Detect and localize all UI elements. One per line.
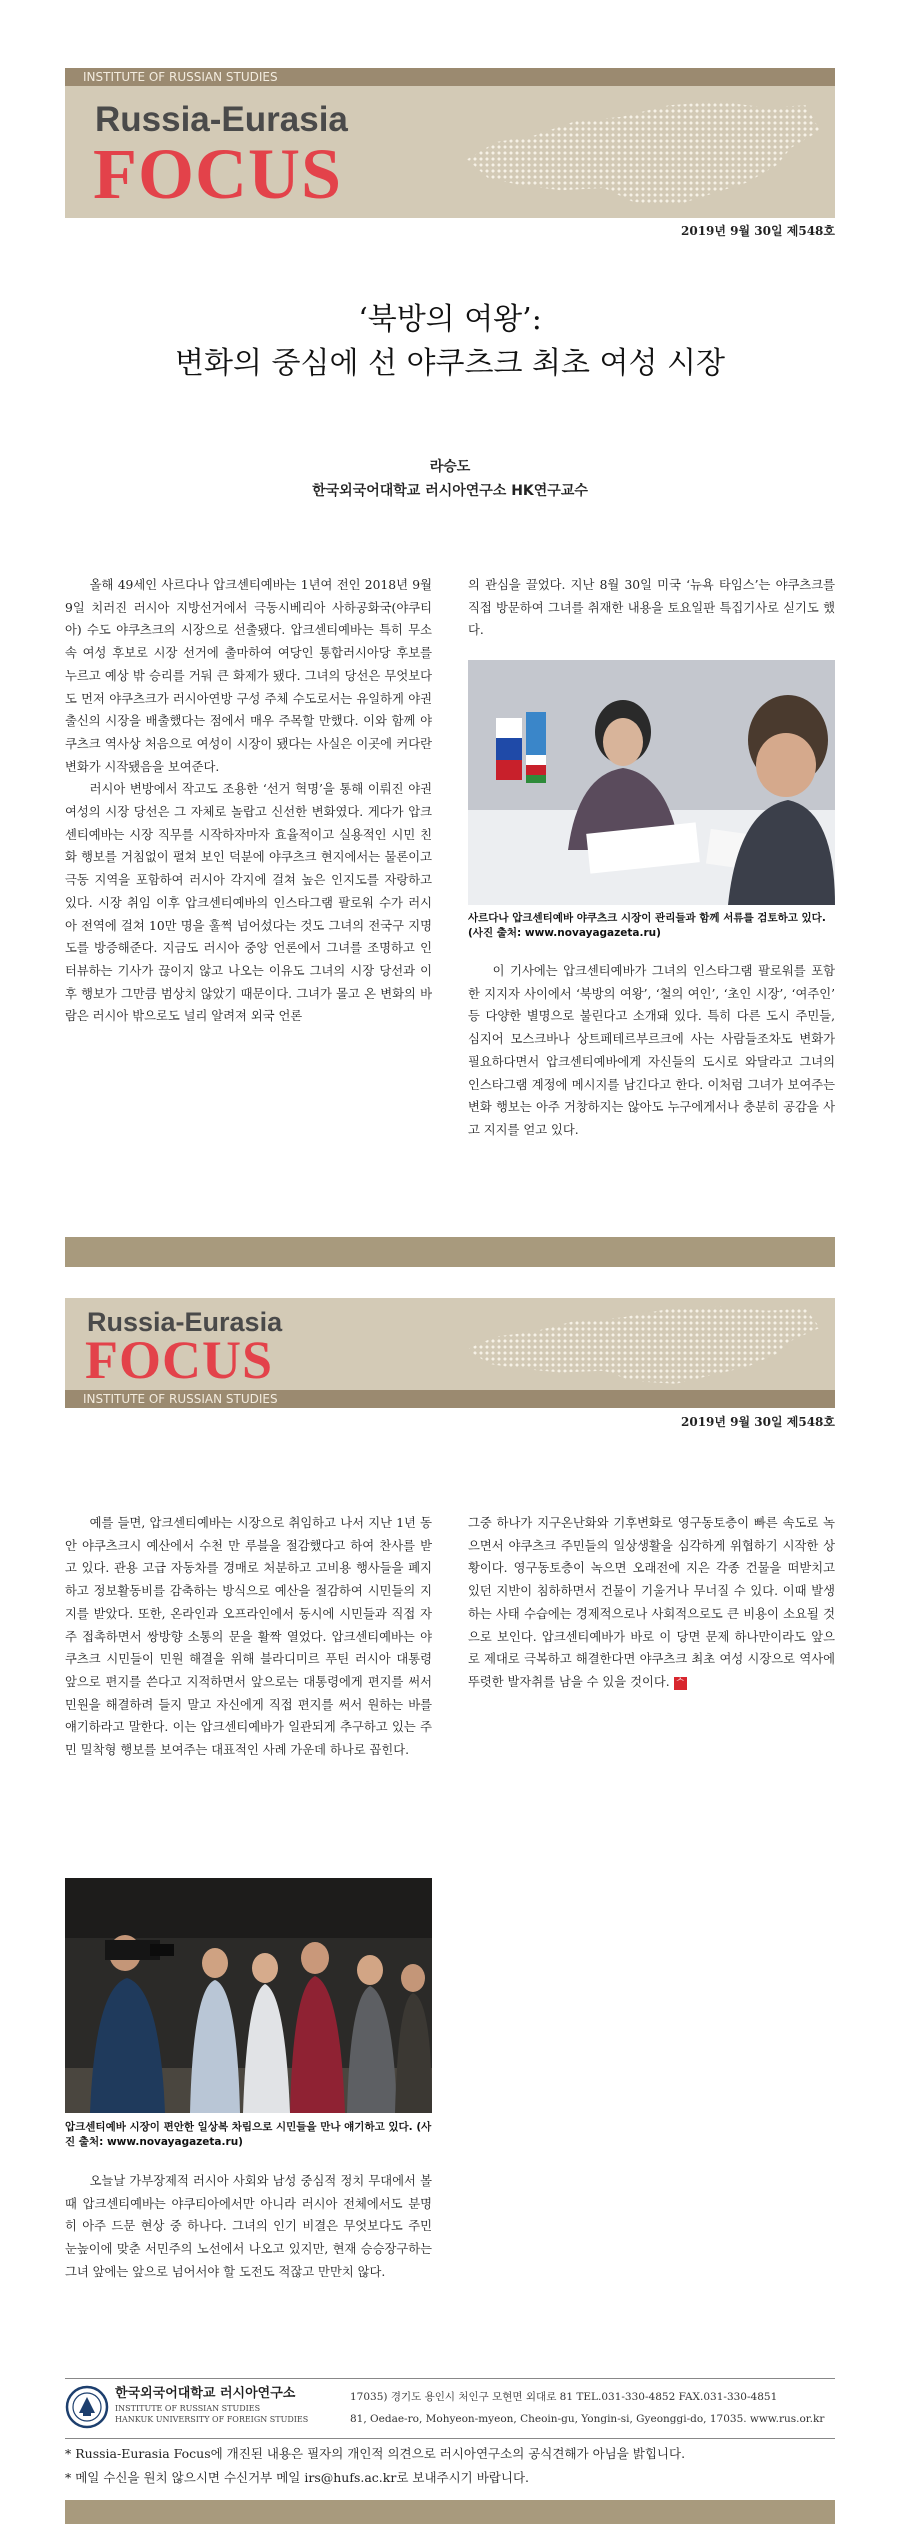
page1-right-column-bottom [468,960,835,1142]
org-name-kr: 한국외국어대학교 러시아연구소 [115,2386,296,2401]
page-divider [65,1237,835,1267]
issue-date-p2: 2019년 9월 30일 제548호 [681,1415,835,1429]
institute-label-p2: INSTITUTE OF RUSSIAN STUDIES [83,1392,278,1406]
footer-notice-1 [65,2442,835,2466]
page1-left-column [65,574,432,1028]
photo2-illustration [65,1878,432,2113]
paragraph-text: 그중 하나가 지구온난화와 기후변화로 영구동토층이 빠른 속도로 녹으면서 야쿠츠크 주민들의 일상생활을 심각하게 위협하기 시작한 상황이다. 영구동토층이 녹으면 오래전에 지은 각종 건물을 떠받치고 있던 지반이 침하하면서 건물이 기울거나 무너질 수 있다. 이때 발생하는 사태 수습에는 경제적으로나 사회적으로도 큰 비용이 소요될 것으로 보인다. 압크센티예바가 바로 이 당면 문제 하나만이라도 앞으로 제대로 극복하고 해결한다면 야쿠츠크 최초 여성 시장으로 역사에 뚜렷한 발자취를 남을 수 있을 것이다. [468,1516,835,1689]
mayor-photo-2 [65,1878,432,2113]
author-name: 라승도 [429,459,471,475]
paragraph: 예를 들면, 압크센티예바는 시장으로 취임하고 나서 지난 1년 동안 야쿠츠크시 예산에서 수천 만 루블을 절감했다고 하여 찬사를 받고 있다. 관용 고급 자동차를 경매로 처분하고 고비용 행사들을 폐지하고 정보활동비를 감축하는 방식으로 예산을 절감하여 시민들의 지지를 받았다. 또한, 온라인과 오프라인에서 동시에 시민들과 직접 자주 접촉하면서 쌍방향 소통의 문을 활짝 열었다. 압크센티예바는 야쿠츠크 시민들이 민원 해결을 위해 블라디미르 푸틴 러시아 대통령 앞으로 편지를 쓴다고 지적하면서 앞으로는 대통령에게 편지를 써서 민원을 해결하려 들지 말고 자신에게 직접 편지를 써서 원하는 바를 얘기하라고 말한다. 이는 압크센티예바가 일관되게 추구하고 있는 주민 밀착형 행보를 보여주는 대표적인 사례 가운데 하나로 꼽힌다. [65,1516,432,1758]
footer-notice-2 [65,2466,835,2490]
end-mark: ᄉ [675,1677,685,1689]
institute-label: INSTITUTE OF RUSSIAN STUDIES [83,70,278,84]
brand-line1: Russia-Eurasia [95,100,348,139]
page2-left-column-top [65,1512,432,1762]
photo1-caption: 사르다나 압크센티예바 야쿠츠크 시장이 관리들과 함께 서류를 검토하고 있다. (사진 출처: www.novayagazeta.ru) [468,912,826,939]
mayor-photo-1 [468,660,835,905]
paragraph: 오늘날 가부장제적 러시아 사회와 남성 중심적 정치 무대에서 볼 때 압크센티예바는 야쿠티아에서만 아니라 러시아 전체에서도 분명히 아주 드문 현상 중 하나다. 그녀의 인기 비결은 무엇보다도 주민 눈높이에 맞춘 서민주의 노선에서 나오고 있지만, 현재 승승장구하는 그녀 앞에는 앞으로 넘어서야 할 도전도 적잖고 만만치 않다. [65,2174,432,2279]
paragraph: 러시아 변방에서 작고도 조용한 ‘선거 혁명’을 통해 이뤄진 야권 여성의 시장 당선은 그 자체로 놀랍고 신선한 변화였다. 게다가 압크센티예바는 시장 직무를 시작하자마자 효율적이고 실용적인 시민 친화 행보를 거침없이 펼쳐 보인 덕분에 야쿠츠크 현지에서는 물론이고 극동 지역을 포함하여 러시아 각지에 걸쳐 높은 인지도를 자랑하고 있다. 시장 취임 이후 압크센티예바의 인스타그램 팔로워 수가 러시아 전역에 걸쳐 10만 명을 훌쩍 넘어섰다는 것도 그녀의 전국구 지명도를 방증해준다. 지금도 러시아 중앙 언론에서 그녀를 조명하고 인터뷰하는 기사가 끊이지 않고 나오는 이유도 그녀의 시장 당선과 이후 행보가 그만큼 범상치 않았기 때문이다. 그녀가 몰고 온 변화의 바람은 러시아 밖으로도 널리 알려져 외국 언론 [65,782,432,1024]
paragraph: 올해 49세인 사르다나 압크센티예바는 1년여 전인 2018년 9월 9일 치러진 러시아 지방선거에서 극동시베리아 사하공화국(야쿠티아) 수도 야쿠츠크의 시장으로 선출됐다. 압크센티예바는 특히 무소속 여성 후보로 시장 선거에 출마하여 여당인 통합러시아당 후보를 누르고 예상 밖 승리를 거둬 큰 화제가 됐다. 그녀의 당선은 무엇보다도 먼저 야쿠츠크가 러시아연방 구성 주체 수도로서는 유일하게 야권 출신의 시장을 배출했다는 점에서 매우 주목할 만했다. 이와 함께 야쿠츠크 역사상 처음으로 여성이 시장이 됐다는 사실은 이곳에 커다란 변화가 시작됐음을 보여준다. [65,578,432,774]
russia-map-dots [460,96,820,211]
article-title-line2: 변화의 중심에 선 야쿠츠크 최초 여성 시장 [175,346,725,381]
hufs-logo [65,2385,109,2429]
paragraph: 이 기사에는 압크센티예바가 그녀의 인스타그램 팔로워를 포함한 지지자 사이에서 ‘북방의 여왕’, ‘철의 여인’, ‘초인 시장’, ‘여주인’ 등 다양한 별명으로 불린다고 소개돼 있다. 특히 다른 도시 주민들, 심지어 모스크바나 상트페테르부르크에 사는 사람들조차도 변화가 필요하다면서 압크센티예바에게 자신들의 도시로 와달라고 그녀의 인스타그램 계정에 메시지를 남긴다고 한다. 이처럼 그녀가 보여주는 변화 행보는 아주 거창하지는 않아도 누구에게서나 충분히 공감을 사고 지지를 얻고 있다. [468,964,835,1137]
article-title-line1: ‘북방의 여왕’: [358,302,542,337]
paragraph: 의 관심을 끌었다. 지난 8월 30일 미국 ‘뉴욕 타임스’는 야쿠츠크를 직접 방문하여 그녀를 취재한 내용을 토요일판 특집기사로 싣기도 했다. [468,578,835,638]
footer-rule-bottom [65,2438,835,2439]
brand-line1-p2: Russia-Eurasia [87,1307,283,1337]
masthead-page2 [65,1298,835,1408]
masthead-top [65,68,835,218]
bullet: * [65,2470,76,2485]
bullet: * [65,2446,76,2461]
author-affiliation: 한국외국어대학교 러시아연구소 HK연구교수 [312,483,588,499]
org-name-en1: INSTITUTE OF RUSSIAN STUDIES [115,2404,261,2413]
notice-text-2: 메일 수신을 원치 않으시면 수신거부 메일 irs@hufs.ac.kr로 보내주시기 바랍니다. [75,2470,530,2485]
russia-map-dots-2 [460,1302,820,1388]
institute-name-p2 [65,1390,835,1408]
footer-address-kr: 17035) 경기도 용인시 처인구 모현면 외대로 81 TEL.031-330-4852 FAX.031-330-4851 [350,2391,778,2403]
org-name-en2: HANKUK UNIVERSITY OF FOREIGN STUDIES [115,2415,309,2424]
footer-address-en: 81, Oedae-ro, Mohyeon-myeon, Cheoin-gu, Yongin-si, Gyeonggi-do, 17035. www.rus.or.kr [350,2413,825,2425]
institute-name [65,68,835,86]
brand-focus: FOCUS [93,134,343,214]
photo2-caption: 압크센티예바 시장이 편안한 일상복 차림으로 시민들을 만나 얘기하고 있다. (사진 출처: www.novayagazeta.ru) [65,2121,432,2148]
page2-right-column [468,1512,835,1694]
seal-icon [65,2385,109,2429]
photo1-illustration [468,660,835,905]
notice-text-1: Russia-Eurasia Focus에 개진된 내용은 필자의 개인적 의견으로 러시아연구소의 공식견해가 아님을 밝힙니다. [75,2446,686,2461]
bottom-band [65,2500,835,2524]
issue-date: 2019년 9월 30일 제548호 [681,224,835,238]
footer-rule-top [65,2378,835,2379]
paragraph [468,1512,835,1694]
page2-left-column-bottom [65,2170,432,2284]
institute-band [65,68,835,86]
institute-band-p2 [65,1390,835,1408]
page1-right-column-top [468,574,835,642]
brand-focus-p2: FOCUS [85,1330,274,1390]
footer-org [115,2385,345,2425]
